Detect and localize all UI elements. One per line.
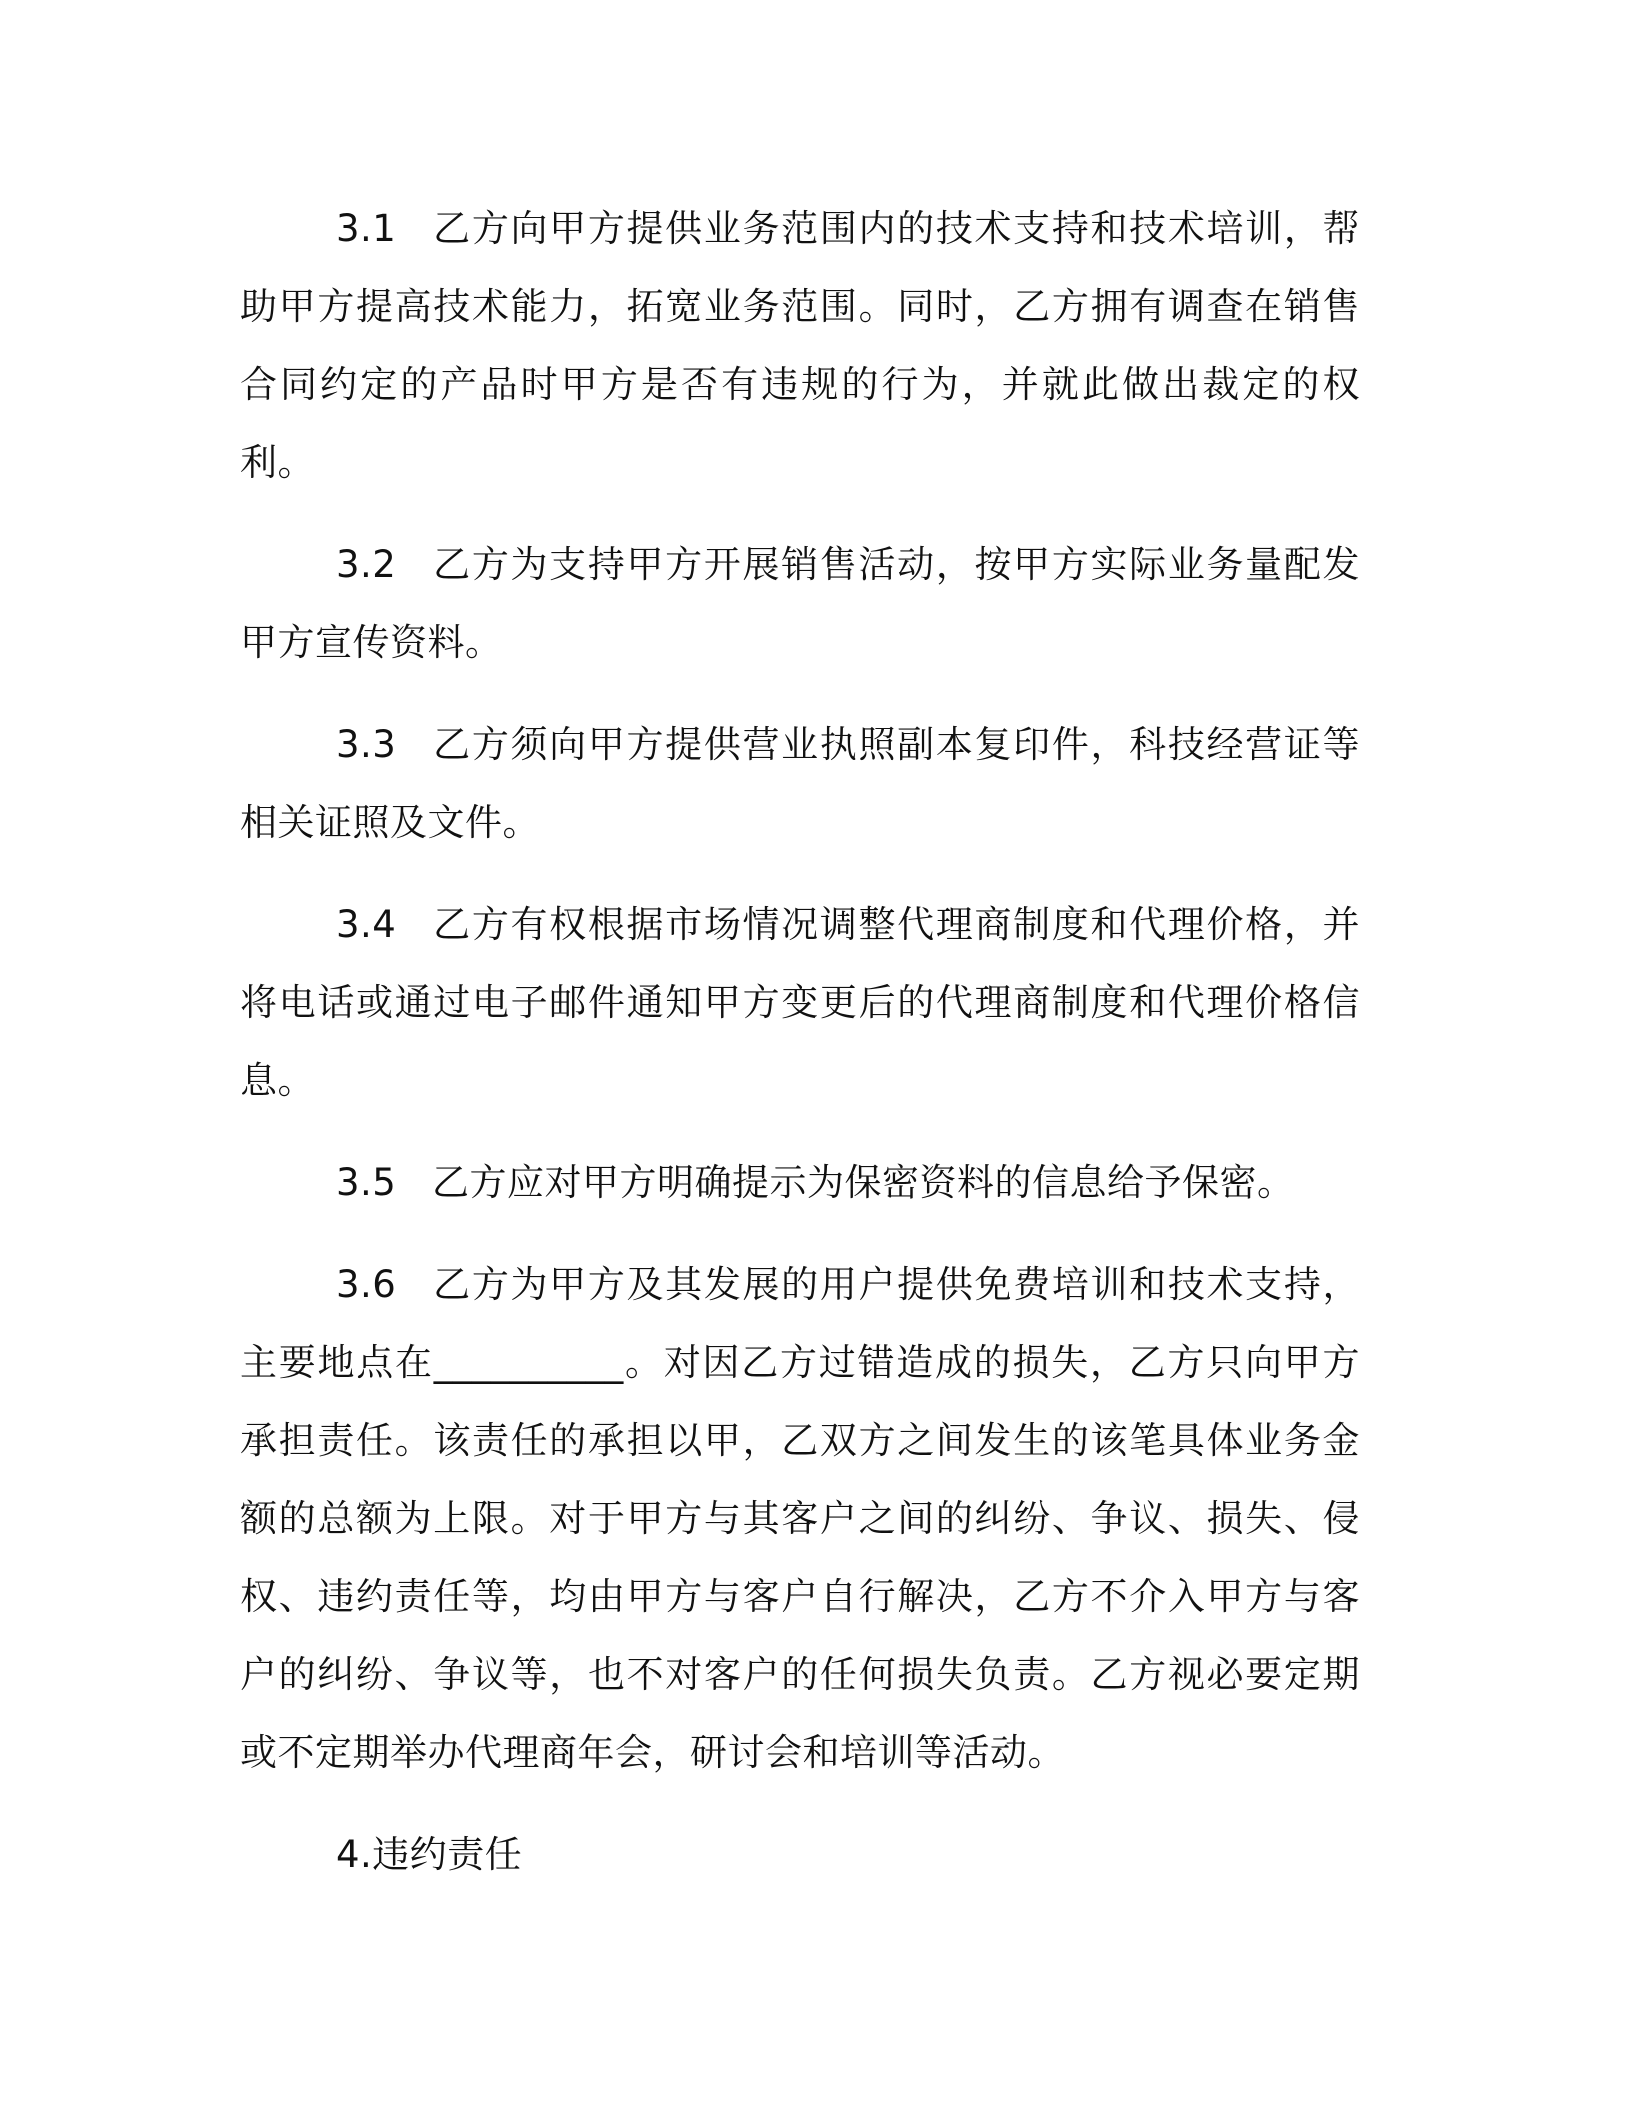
- clause-number: 3.1: [336, 207, 397, 250]
- clause-3-4: [240, 886, 1360, 1120]
- clause-text: 乙方为支持甲方开展销售活动，按甲方实际业务量配发甲方宣传资料。: [240, 543, 1360, 664]
- clause-number: 3.6: [336, 1263, 397, 1306]
- clause-3-5: [240, 1144, 1360, 1222]
- clause-number: 3.4: [336, 903, 397, 946]
- clause-text: 乙方向甲方提供业务范围内的技术支持和技术培训，帮助甲方提高技术能力，拓宽业务范围。同时，乙方拥有调查在销售合同约定的产品时甲方是否有违规的行为，并就此做出裁定的权利。: [240, 207, 1360, 484]
- document-page: [240, 190, 1360, 1894]
- clause-3-1: [240, 190, 1360, 502]
- clause-3-3: [240, 706, 1360, 862]
- clause-number: 3.5: [336, 1161, 397, 1204]
- clause-text: 乙方须向甲方提供营业执照副本复印件，科技经营证等相关证照及文件。: [240, 723, 1360, 844]
- section-heading: 4.违约责任: [336, 1833, 523, 1876]
- clause-text: 乙方应对甲方明确提示为保密资料的信息给予保密。: [432, 1161, 1295, 1204]
- clause-3-6: [240, 1246, 1360, 1792]
- clause-text: 乙方有权根据市场情况调整代理商制度和代理价格，并将电话或通过电子邮件通知甲方变更后的代理商制度和代理价格信息。: [240, 903, 1360, 1102]
- clause-number: 3.2: [336, 543, 397, 586]
- clause-text: 乙方为甲方及其发展的用户提供免费培训和技术支持，主要地点在__________。对因乙方过错造成的损失，乙方只向甲方承担责任。该责任的承担以甲，乙双方之间发生的该笔具体业务金额的总额为上限。对于甲方与其客户之间的纠纷、争议、损失、侵权、违约责任等，均由甲方与客户自行解决，乙方不介入甲方与客户的纠纷、争议等，也不对客户的任何损失负责。乙方视必要定期或不定期举办代理商年会，研讨会和培训等活动。: [240, 1263, 1360, 1774]
- clause-3-2: [240, 526, 1360, 682]
- clause-number: 3.3: [336, 723, 397, 766]
